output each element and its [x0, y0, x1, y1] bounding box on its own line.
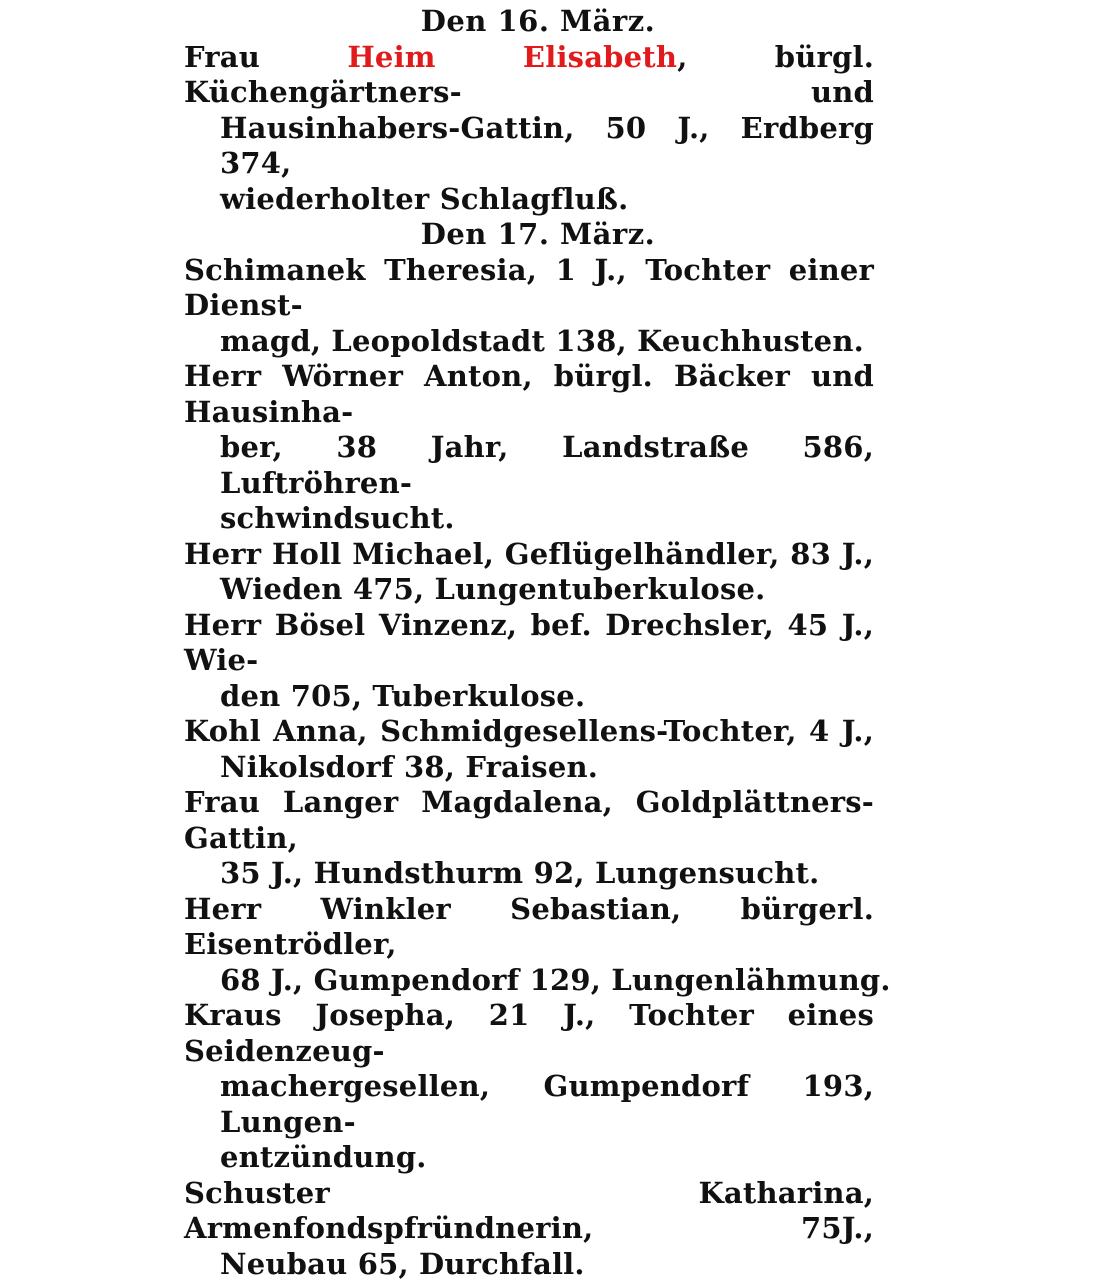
entry-line: Herr Wörner Anton, bürgl. Bäcker und Hausinha-	[184, 359, 874, 430]
highlighted-name: Heim Elisabeth	[347, 40, 677, 74]
register-entry	[184, 359, 874, 537]
register-entry	[184, 1176, 874, 1282]
entry-line-rest: , bürgl. Küchengärtners- und	[184, 40, 874, 110]
date-heading: Den 16. März.	[184, 4, 874, 40]
entry-line: machergesellen, Gumpendorf 193, Lungen-	[184, 1069, 874, 1140]
register-entry	[184, 253, 874, 360]
register-entry	[184, 537, 874, 608]
register-entry	[184, 785, 874, 892]
entry-line: magd, Leopoldstadt 138, Keuchhusten.	[184, 324, 874, 360]
entry-line: Kraus Josepha, 21 J., Tochter eines Seidenzeug-	[184, 998, 874, 1069]
entry-line: den 705, Tuberkulose.	[184, 679, 874, 715]
entry-line: Kohl Anna, Schmidgesellens-Tochter, 4 J.,	[184, 714, 874, 750]
entry-line: Neubau 65, Durchfall.	[184, 1247, 874, 1282]
entry-line: Herr Bösel Vinzenz, bef. Drechsler, 45 J., Wie-	[184, 608, 874, 679]
entry-line: Schimanek Theresia, 1 J., Tochter einer Dienst-	[184, 253, 874, 324]
entry-line: schwindsucht.	[184, 501, 874, 537]
entry-line: Hausinhabers-Gattin, 50 J., Erdberg 374,	[184, 111, 874, 182]
entry-line: Herr Holl Michael, Geflügelhändler, 83 J.,	[184, 537, 874, 573]
register-entry	[184, 608, 874, 715]
date-heading: Den 17. März.	[184, 217, 874, 253]
register-entry	[184, 714, 874, 785]
death-register-column	[184, 4, 874, 1282]
entry-line: Herr Winkler Sebastian, bürgerl. Eisentrödler,	[184, 892, 874, 963]
entry-line: entzündung.	[184, 1140, 874, 1176]
register-entry	[184, 40, 874, 218]
entry-line: wiederholter Schlagfluß.	[184, 182, 874, 218]
entry-line: Schuster Katharina, Armenfondspfründnerin, 75J.,	[184, 1176, 874, 1247]
entry-line	[184, 40, 874, 111]
register-entry	[184, 998, 874, 1176]
entry-line: ber, 38 Jahr, Landstraße 586, Luftröhren-	[184, 430, 874, 501]
entry-line: Nikolsdorf 38, Fraisen.	[184, 750, 874, 786]
entry-prefix: Frau	[184, 40, 347, 74]
entry-line: 35 J., Hundsthurm 92, Lungensucht.	[184, 856, 874, 892]
entry-line: Frau Langer Magdalena, Goldplättners-Gattin,	[184, 785, 874, 856]
entry-line: 68 J., Gumpendorf 129, Lungenlähmung.	[184, 963, 874, 999]
entry-line: Wieden 475, Lungentuberkulose.	[184, 572, 874, 608]
register-entry	[184, 892, 874, 999]
